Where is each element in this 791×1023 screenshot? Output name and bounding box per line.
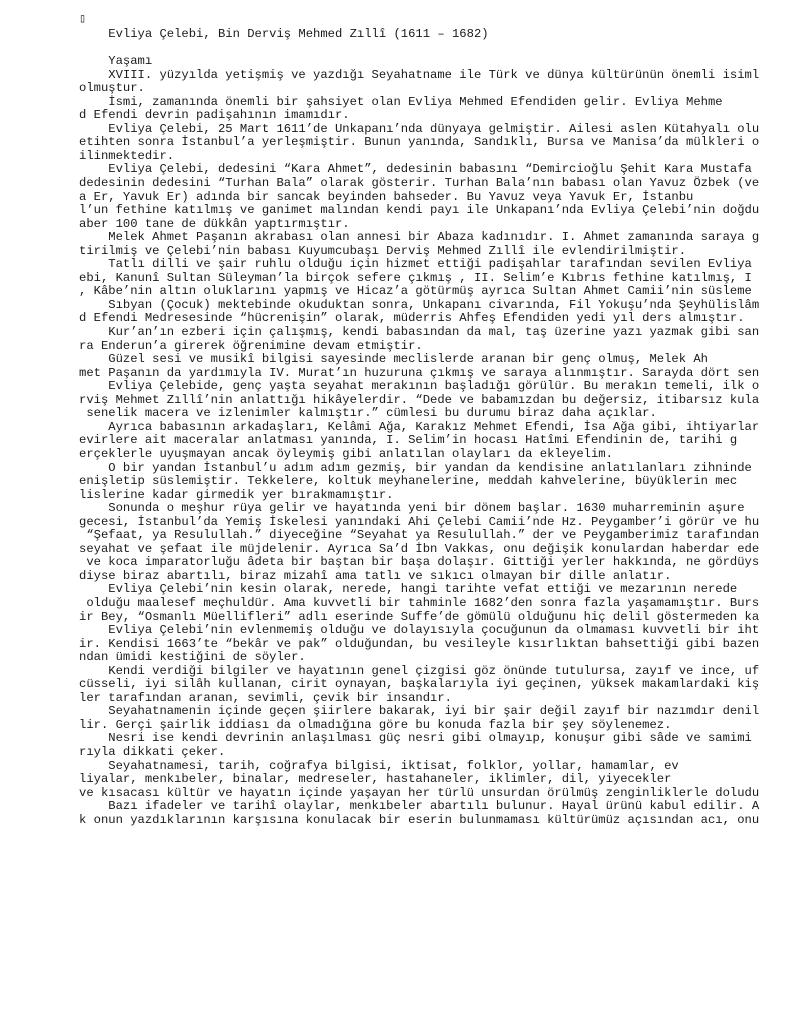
text-line: seyahat ve şefaat ile müjdelenir. Ayrıca Sa’d İbn Vakkas, onu değişik konulardan haberdar ede xyxy=(79,541,760,556)
text-line: dedesinin dedesini “Turhan Bala” olarak gösterir. Turhan Bala’nın babası olan Yavuz Özbek (ve xyxy=(79,176,760,191)
text-line: Evliya Çelebi, dedesini “Kara Ahmet”, dedesinin babasını “Demircioğlu Şehit Kara Mustafa xyxy=(79,162,752,177)
text-line: Yaşamı xyxy=(79,54,153,69)
text-line: met Paşanın da yardımıyla IV. Murat’ın huzuruna çıkmış ve saraya alınmıştır. Sarayda dört sen xyxy=(79,365,760,380)
text-line: etihten sonra İstanbul’a yerleşmiştir. Bunun yanında, Sandıklı, Bursa ve Manisa’da mülkleri o xyxy=(79,135,760,150)
text-line: gecesi, İstanbul’da Yemiş İskelesi yanındaki Ahi Çelebi Camii’nde Hz. Peygamber’i görür ve hu xyxy=(79,514,760,529)
text-line: lir. Gerçi şairlik iddiası da olmadığına göre bu konuda fazla bir şey söylenemez. xyxy=(79,717,672,732)
text-line: ve kısacası kültür ve hayatın içinde yaşayan her türlü unsurdan örülmüş zenginliklerle doludu xyxy=(79,785,760,800)
text-line: cüsseli, iyi silâh kullanan, cirit oynayan, başkalarıyla iyi geçinen, yüksek makamlardaki kiş xyxy=(79,677,760,692)
blank-line xyxy=(79,42,759,56)
text-line: liyalar, menkıbeler, binalar, medreseler, hastahaneler, iklimler, dil, yiyecekler xyxy=(79,772,672,787)
text-line: rıyla dikkati çeker. xyxy=(79,744,226,759)
text-line: erçeklerle uyuşmayan ancak öyleymiş gibi anlatılan olayları da ekleyelim. xyxy=(79,446,613,461)
text-line: ir Bey, “Osmanlı Müellifleri” adlı eserinde Suffe’de gömülü olduğunu hiç delil göstermeden ka xyxy=(79,609,760,624)
text-line: Melek Ahmet Paşanın akrabası olan annesi bir Abaza kadınıdır. I. Ahmet zamanında saraya g xyxy=(79,230,760,245)
text-line: enişletip süslemiştir. Tekkelere, koltuk meyhanelerine, meddah kahvelerine, büyüklerin mec xyxy=(79,474,738,489)
text-line: ir. Kendisi 1663’te “bekâr ve pak” olduğundan, bu vesileyle kısırlıktan bahsettiği gibi bazen xyxy=(79,636,760,651)
text-line: “Şefaat, ya Resulullah.” diyeceğine “Seyahat ya Resulullah.” der ve Peygamberimiz tarafından xyxy=(79,528,760,543)
text-line: rviş Mehmet Zıllî’nin anlattığı hikâyelerdir. “Dede ve babamızdan bu değersiz, itibarsız kula xyxy=(79,392,760,407)
text-line: lislerine kadar girmedik yer bırakmamıştır. xyxy=(79,487,394,502)
text-line: Evliya Çelebide, genç yaşta seyahat merakının başladığı görülür. Bu merakın temeli, ilk o xyxy=(79,379,760,394)
text-line: Evliya Çelebi’nin kesin olarak, nerede, hangi tarihte vefat ettiği ve mezarının nerede xyxy=(79,582,738,597)
document-body xyxy=(79,28,759,827)
text-line: Nesri ise kendi devrinin anlaşılması güç nesri gibi olmayıp, konuşur gibi sâde ve samimi xyxy=(79,731,752,746)
text-line: XVIII. yüzyılda yetişmiş ve yazdığı Seyahatname ile Türk ve dünya kültürünün önemli isiml xyxy=(79,67,760,82)
text-line: Evliya Çelebi, 25 Mart 1611’de Unkapanı’nda dünyaya gelmiştir. Ailesi aslen Kütahyalı olu xyxy=(79,121,760,136)
text-line: ilinmektedir. xyxy=(79,148,175,163)
text-line: Güzel sesi ve musikî bilgisi sayesinde meclislerde aranan bir genç olmuş, Melek Ah xyxy=(79,352,708,367)
text-line: d Efendi devrin padişahının imamıdır. xyxy=(79,108,350,123)
text-line: l’un fethine katılmış ve ganimet malından kendi payı ile Unkapanı’nda Evliya Çelebi’nin doğdu xyxy=(79,203,760,218)
text-line: aber 100 tane de dükkân yaptırmıştır. xyxy=(79,216,350,231)
text-line: O bir yandan İstanbul’u adım adım gezmiş, bir yandan da kendisine anlatılanları zihninde xyxy=(79,460,752,475)
text-line: Sıbyan (Çocuk) mektebinde okuduktan sonra, Unkapanı civarında, Fil Yokuşu’nda Şeyhülislâm xyxy=(79,297,760,312)
text-line: , Kâbe’nin altın oluklarını yapmış ve Hicaz’a götürmüş ayrıca Sultan Ahmet Camii’nin süsleme xyxy=(79,284,752,299)
text-line: ebi, Kanunî Sultan Süleyman’la birçok sefere çıkmış , II. Selim’e Kıbrıs fethine katılmış, I xyxy=(79,270,752,285)
text-line: Evliya Çelebi’nin evlenmemiş olduğu ve dolayısıyla çocuğunun da olmaması kuvvetli bir iht xyxy=(79,623,760,638)
text-line: Kendi verdiği bilgiler ve hayatının genel çizgisi göz önünde tutulursa, zayıf ve ince, uf xyxy=(79,663,760,678)
text-line: İsmi, zamanında önemli bir şahsiyet olan Evliya Mehmed Efendiden gelir. Evliya Mehme xyxy=(79,94,723,109)
text-line: olduğu maalesef meçhuldür. Ama kuvvetli bir tahminle 1682’den sonra fazla yaşamamıştır. Burs xyxy=(79,595,760,610)
text-line: Sonunda o meşhur rüya gelir ve hayatında yeni bir dönem başlar. 1630 muharreminin aşure xyxy=(79,501,745,516)
text-line: ra Enderun’a girerek öğrenimine devam etmiştir. xyxy=(79,338,423,353)
text-line: evirlere ait maceralar anlatması yanında, I. Selim’in hocası Hatîmi Efendinin de, tarihi g xyxy=(79,433,738,448)
text-line: k onun yazdıklarının karşısına konulacak bir eserin bulunmaması kültürümüz açısından acı, onu xyxy=(79,812,760,827)
text-line: d Efendi Medresesinde “hücrenişin” olarak, müderris Ahfeş Efendiden yedi yıl ders almıştır. xyxy=(79,311,745,326)
text-line: Bazı ifadeler ve tarihî olaylar, menkıbeler abartılı bulunur. Hayal ürünü kabul edilir. A xyxy=(79,799,760,814)
text-line: Kur’an’ın ezberi için çalışmış, kendi babasından da mal, taş üzerine yazı yazmak gibi san xyxy=(79,325,760,340)
text-line: a Er, Yavuk Er) adında bir sancak beyinden bahseder. Bu Yavuz veya Yavuk Er, İstanbu xyxy=(79,189,694,204)
text-line: Seyahatnamesi, tarih, coğrafya bilgisi, iktisat, folklor, yollar, hamamlar, ev xyxy=(79,758,679,773)
text-line: ndan ümidi kestiğini de söyler. xyxy=(79,650,306,665)
missing-glyph-icon: ▯ xyxy=(79,11,87,25)
document-title: Evliya Çelebi, Bin Derviş Mehmed Zıllî (1611 – 1682) xyxy=(79,27,489,41)
text-line: tirilmiş ve Çelebi’nin babası Kuyumcubaşı Derviş Mehmed Zıllî ile evlendirilmiştir. xyxy=(79,243,687,258)
text-line: diyse biraz abartılı, biraz mizahî ama tatlı ve sıkıcı olmayan bir dille anlatır. xyxy=(79,568,672,583)
text-line: ler tarafından aranan, sevimli, çevik bir insandır. xyxy=(79,690,452,705)
text-line: olmuştur. xyxy=(79,81,145,96)
text-line: senelik macera ve izlenimler kalmıştır.” cümlesi bu durumu biraz daha açıklar. xyxy=(79,406,657,421)
text-line: Ayrıca babasının arkadaşları, Kelâmi Ağa, Karakız Mehmet Efendi, İsa Ağa gibi, ihtiyarlar xyxy=(79,419,760,434)
text-line: ve koca imparatorluğu âdeta bir baştan bir başa dolaşır. Gittiği yerler hakkında, ne gördüys xyxy=(79,555,760,570)
text-line: Seyahatnamenin içinde geçen şiirlere bakarak, iyi bir şair değil zayıf bir nazımdır denil xyxy=(79,704,760,719)
text-line: Tatlı dilli ve şair ruhlu olduğu için hizmet ettiği padişahlar tarafından sevilen Evliya xyxy=(79,257,752,272)
